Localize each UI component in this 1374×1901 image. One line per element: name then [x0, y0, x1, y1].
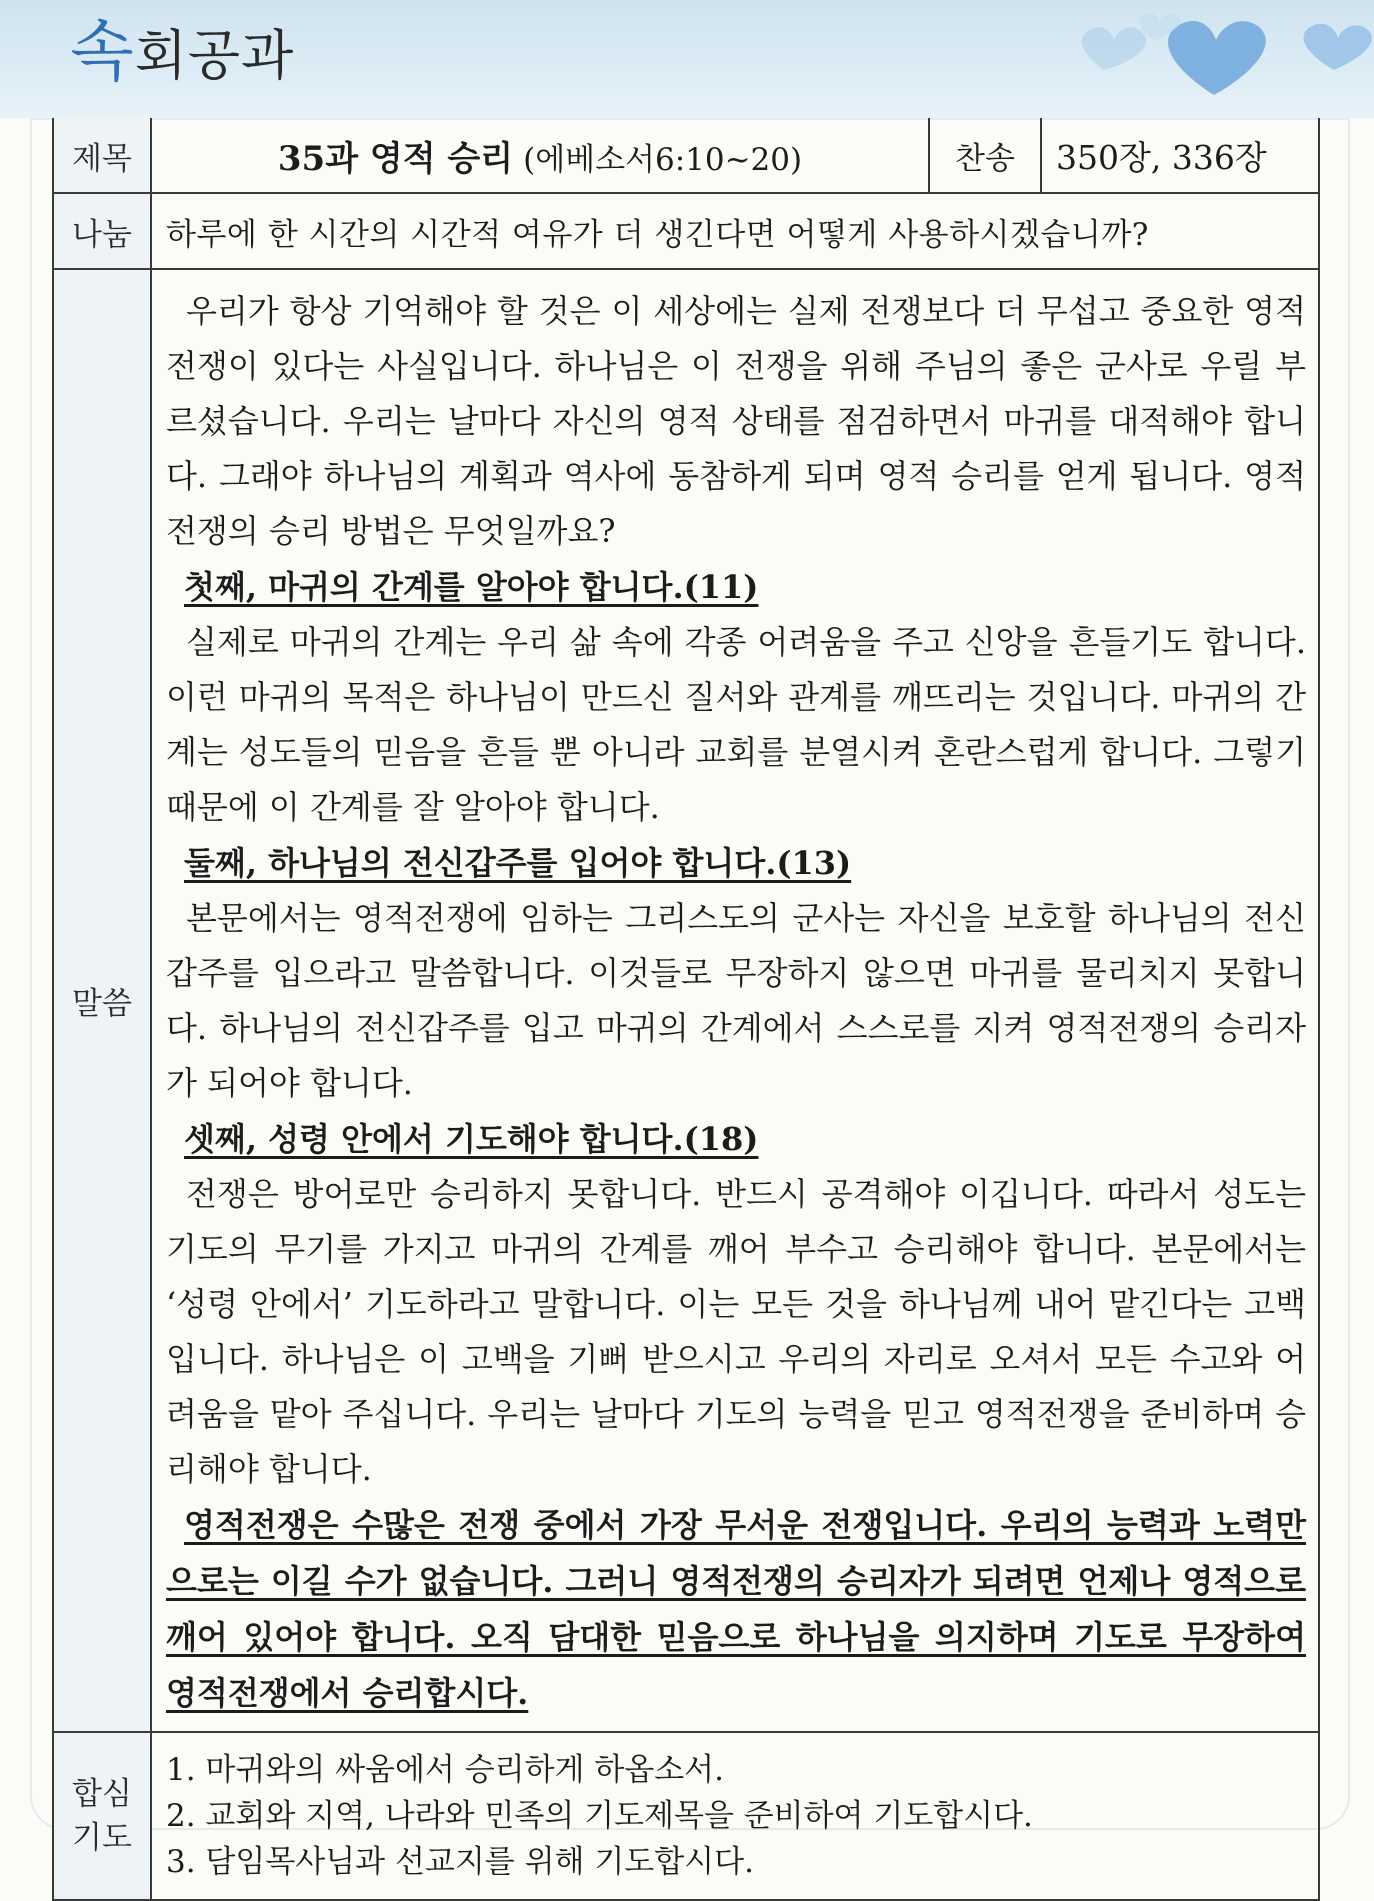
point2-heading: 둘째, 하나님의 전신갑주를 입어야 합니다.(13) [184, 844, 852, 882]
prayer-item: 1. 마귀와의 싸움에서 승리하게 하옵소서. [166, 1752, 724, 1788]
point2-body: 본문에서는 영적전쟁에 임하는 그리스도의 군사는 자신을 보호할 하나님의 전신갑주를 입으라고 말씀합니다. 이것들로 무장하지 않으면 마귀를 물리치지 못합니다. 하나님의 전신갑주를 입고 마귀의 간계에서 스스로를 지켜 영적전쟁의 승리자가 되어야 합니다. [166, 899, 1306, 1102]
lesson-scripture: (에베소서6:10~20) [523, 141, 803, 178]
banner-title-accent: 속 [70, 13, 135, 90]
prayer-label-line1: 합심 [72, 1776, 132, 1812]
banner-title-rest: 회공과 [134, 24, 295, 87]
share-label: 나눔 [53, 193, 151, 269]
lesson-table [52, 118, 1320, 1901]
point1-heading: 첫째, 마귀의 간계를 알아야 합니다.(11) [184, 568, 759, 606]
banner-title [70, 12, 294, 96]
hymn-value: 350장, 336장 [1041, 118, 1319, 193]
prayer-item: 2. 교회와 지역, 나라와 민족의 기도제목을 준비하여 기도합시다. [166, 1798, 1033, 1834]
sermon-row [53, 269, 1319, 1732]
lesson-title-main: 35과 영적 승리 [277, 138, 514, 179]
hymn-label: 찬송 [929, 118, 1041, 193]
share-row [53, 193, 1319, 269]
prayer-item: 3. 담임목사님과 선교지를 위해 기도합시다. [166, 1844, 754, 1880]
lesson-title [151, 118, 929, 193]
heart-icon [1082, 27, 1146, 70]
prayer-label-line2: 기도 [72, 1820, 132, 1856]
point3-heading: 셋째, 성령 안에서 기도해야 합니다.(18) [184, 1120, 759, 1158]
point3-body: 전쟁은 방어로만 승리하지 못합니다. 반드시 공격해야 이깁니다. 따라서 성도는 기도의 무기를 가지고 마귀의 간계를 깨어 부수고 승리해야 합니다. 본문에서는 ‘성령 안에서’ 기도하라고 말합니다. 이는 모든 것을 하나님께 내어 맡긴다는 고백입니다. 하나님은 이 고백을 기뻐 받으시고 우리의 자리로 오셔서 모든 수고와 어려움을 맡아 주십니다. 우리는 날마다 기도의 능력을 믿고 영적전쟁을 준비하며 승리해야 합니다. [166, 1175, 1306, 1488]
prayer-row [53, 1732, 1319, 1900]
prayer-list [151, 1732, 1319, 1900]
title-label: 제목 [53, 118, 151, 193]
point1-body: 실제로 마귀의 간계는 우리 삶 속에 각종 어려움을 주고 신앙을 흔들기도 합니다. 이런 마귀의 목적은 하나님이 만드신 질서와 관계를 깨뜨리는 것입니다. 마귀의 간계는 성도들의 믿음을 흔들 뿐 아니라 교회를 분열시켜 혼란스럽게 합니다. 그렇기 때문에 이 간계를 잘 알아야 합니다. [166, 623, 1306, 826]
sermon-body [151, 269, 1319, 1732]
heart-icon [1168, 21, 1266, 95]
prayer-label [53, 1732, 151, 1900]
page-banner [0, 0, 1374, 118]
title-row [53, 118, 1319, 193]
sermon-conclusion: 영적전쟁은 수많은 전쟁 중에서 가장 무서운 전쟁입니다. 우리의 능력과 노력만으로는 이길 수가 없습니다. 그러니 영적전쟁의 승리자가 되려면 언제나 영적으로 깨어 있어야 합니다. 오직 담대한 믿음으로 하나님을 의지하며 기도로 무장하여 영적전쟁에서 승리합시다. [166, 1506, 1306, 1712]
share-question: 하루에 한 시간의 시간적 여유가 더 생긴다면 어떻게 사용하시겠습니까? [151, 193, 1319, 269]
sermon-label: 말씀 [53, 269, 151, 1732]
sermon-intro: 우리가 항상 기억해야 할 것은 이 세상에는 실제 전쟁보다 더 무섭고 중요한 영적전쟁이 있다는 사실입니다. 하나님은 이 전쟁을 위해 주님의 좋은 군사로 우릴 부르셨습니다. 우리는 날마다 자신의 영적 상태를 점검하면서 마귀를 대적해야 합니다. 그래야 하나님의 계획과 역사에 동참하게 되며 영적 승리를 얻게 됩니다. 영적전쟁의 승리 방법은 무엇일까요? [166, 292, 1306, 550]
heart-icon [1303, 24, 1371, 70]
hearts-decoration [1044, 0, 1374, 118]
